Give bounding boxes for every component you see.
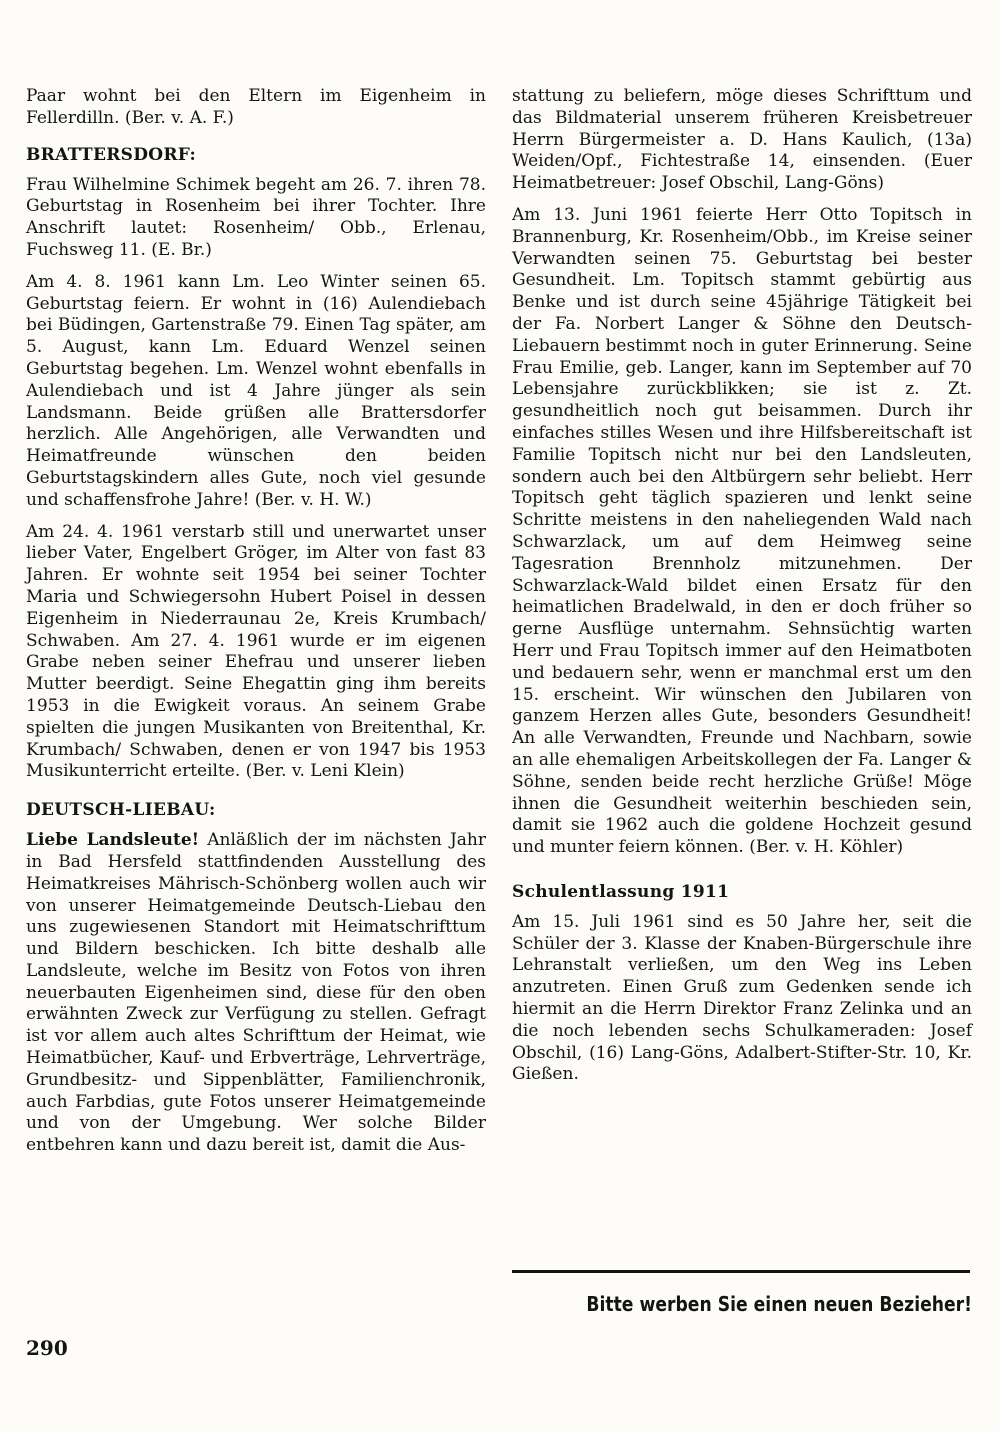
article-paragraph [26, 830, 486, 1157]
article-paragraph: Paar wohnt bei den Eltern im Eigenheim in Fellerdilln. (Ber. v. A. F.) [26, 86, 486, 128]
subscriber-appeal: Bitte werben Sie einen neuen Bezieher! [586, 1292, 972, 1316]
right-column [512, 86, 972, 1096]
article-paragraph: Am 15. Juli 1961 sind es 50 Jahre her, seit die Schüler der 3. Klasse der Knaben-Bürgerschule ihre Lehranstalt verließen, um den Weg ins Leben anzutreten. Einen Gruß zum Gedenken sende ich hiermit an die Herrn Direktor Franz Zelinka und an die noch lebenden sechs Schulkameraden: Josef Obschil, (16) Lang-Göns, Adalbert-Stifter-Str. 10, Kr. Gießen. [512, 911, 972, 1085]
page-number: 290 [26, 1336, 68, 1360]
left-column [26, 86, 486, 1167]
section-heading-brattersdorf: BRATTERSDORF: [26, 144, 197, 165]
paragraph-lead: Liebe Landsleute! [26, 830, 200, 851]
article-paragraph: stattung zu beliefern, möge dieses Schrifttum und das Bildmaterial unserem früheren Kreisbetreuer Herrn Bürgermeister a. D. Hans Kaulich, (13a) Weiden/Opf., Fichtestraße 14, einsenden. (Euer Heimatbetreuer: Josef Obschil, Lang-Göns) [512, 86, 972, 194]
article-paragraph: Am 13. Juni 1961 feierte Herr Otto Topitsch in Brannenburg, Kr. Rosenheim/Obb., im Kreise seiner Verwandten seinen 75. Geburtstag bei bester Gesundheit. Lm. Topitsch stammt gebürtig aus Benke und ist durch seine 45jährige Tätigkeit bei der Fa. Norbert Langer & Söhne den Deutsch-Liebauern bestimmt noch in guter Erinnerung. Seine Frau Emilie, geb. Langer, kann im September auf 70 Lebensjahre zurückblikken; sie ist z. Zt. gesundheitlich noch gut beisammen. Durch ihr einfaches stilles Wesen und ihre Hilfsbereitschaft ist Familie Topitsch nicht nur bei den Landsleuten, sondern auch bei den Altbürgern sehr beliebt. Herr Topitsch geht täglich spazieren und lenkt seine Schritte meistens in den naheliegenden Wald nach Schwarzlack, um auf dem Heimweg seine Tagesration Brennholz mitzunehmen. Der Schwarzlack-Wald bildet einen Ersatz für den heimatlichen Bradelwald, in den er doch früher so gerne Ausflüge unternahm. Sehnsüchtig warten Herr und Frau Topitsch immer auf den Heimatboten und bedauern sehr, wenn er manchmal erst um den 15. erscheint. Wir wünschen den Jubilaren von ganzem Herzen alles Gute, besonders Gesundheit! An alle Verwandten, Freunde und Nachbarn, sowie an alle ehemaligen Arbeitskollegen der Fa. Langer & Söhne, senden beide recht herzliche Grüße! Möge ihnen die Gesundheit weiterhin beschieden sein, damit sie 1962 auch die goldene Hochzeit gesund und munter feiern können. (Ber. v. H. Köhler) [512, 204, 972, 858]
paragraph-body: Anläßlich der im nächsten Jahr in Bad Hersfeld stattfindenden Ausstellung des Heimatkreises Mährisch-Schönberg wollen auch wir von unserer Heimatgemeinde Deutsch-Liebau den uns zugewiesenen Standort mit Heimatschrifttum und Bildern beschicken. Ich bitte deshalb alle Landsleute, welche im Besitz von Fotos von ihren neuerbauten Eigenheimen sind, diese für den oben erwähnten Zweck zur Verfügung zu stellen. Gefragt ist vor allem auch altes Schrifttum der Heimat, wie Heimatbücher, Kauf- und Erbverträge, Lehrverträge, Grundbesitz- und Sippenblätter, Familienchronik, auch Farbdias, gute Fotos unserer Heimatgemeinde und von der Umgebung. Wer solche Bilder entbehren kann und dazu bereit ist, damit die Aus- [26, 830, 486, 1156]
article-paragraph: Am 4. 8. 1961 kann Lm. Leo Winter seinen 65. Geburtstag feiern. Er wohnt in (16) Aulendiebach bei Büdingen, Gartenstraße 79. Einen Tag später, am 5. August, kann Lm. Eduard Wenzel seinen Geburtstag begehen. Lm. Wenzel wohnt ebenfalls in Aulendiebach und ist 4 Jahre jünger als sein Landsmann. Beide grüßen alle Brattersdorfer herzlich. Alle Angehörigen, alle Verwandten und Heimatfreunde wünschen den beiden Geburtstagskindern alles Gute, noch viel gesunde und schaffensfrohe Jahre! (Ber. v. H. W.) [26, 271, 486, 510]
section-heading-schulentlassung: Schulentlassung 1911 [512, 881, 730, 902]
article-paragraph: Frau Wilhelmine Schimek begeht am 26. 7. ihren 78. Geburtstag in Rosenheim bei ihrer Tochter. Ihre Anschrift lautet: Rosenheim/ Obb., Erlenau, Fuchsweg 11. (E. Br.) [26, 174, 486, 260]
horizontal-rule [512, 1270, 970, 1273]
article-paragraph: Am 24. 4. 1961 verstarb still und unerwartet unser lieber Vater, Engelbert Gröger, im Alter von fast 83 Jahren. Er wohnte seit 1954 bei seiner Tochter Maria und Schwiegersohn Hubert Poisel in dessen Eigenheim in Niederraunau 2e, Kreis Krumbach/ Schwaben. Am 27. 4. 1961 wurde er im eigenen Grabe neben seiner Ehefrau und unserer lieben Mutter beerdigt. Seine Ehegattin ging ihm bereits 1953 in die Ewigkeit voraus. An seinem Grabe spielten die jungen Musikanten von Breitenthal, Kr. Krumbach/ Schwaben, denen er von 1947 bis 1953 Musikunterricht erteilte. (Ber. v. Leni Klein) [26, 521, 486, 782]
section-heading-deutsch-liebau: DEUTSCH-LIEBAU: [26, 800, 216, 821]
